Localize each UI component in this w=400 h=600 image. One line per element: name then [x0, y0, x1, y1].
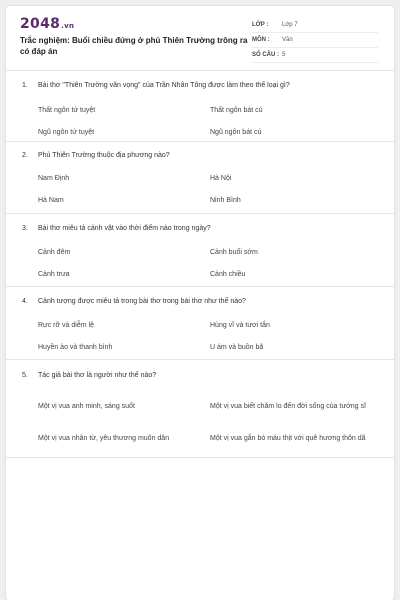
answer-option-d[interactable]: Cảnh chiều — [210, 271, 246, 278]
meta-value: 5 — [282, 52, 286, 58]
answer-option-c[interactable]: Ngũ ngôn tứ tuyệt — [38, 129, 95, 136]
meta-label: MÔN : — [252, 37, 270, 43]
answer-option-a[interactable]: Rực rỡ và diễm lệ — [38, 322, 94, 329]
answer-option-d[interactable]: Một vị vua gắn bó máu thịt với quê hương thôn dã — [210, 435, 366, 442]
worksheet-meta — [252, 18, 378, 63]
answer-option-b[interactable]: Hùng vĩ và tươi tắn — [210, 322, 270, 329]
meta-label: LỚP : — [252, 22, 269, 28]
question-text — [22, 214, 394, 242]
answer-option-b[interactable]: Thất ngôn bát cú — [210, 107, 263, 114]
answer-options — [22, 168, 394, 212]
meta-value: Lớp 7 — [282, 22, 298, 28]
answer-option-b[interactable]: Cảnh buổi sớm — [210, 249, 258, 256]
answer-option-d[interactable]: U ám và buồn bã — [210, 344, 264, 351]
answer-option-b[interactable]: Hà Nội — [210, 175, 232, 182]
question-prompt: Cảnh tượng được miêu tả trong bài thơ trong bài thơ như thế nào? — [38, 297, 246, 305]
question-number: 5. — [22, 371, 28, 379]
question-5 — [6, 360, 394, 458]
question-list — [6, 70, 394, 458]
worksheet-page — [6, 6, 394, 600]
worksheet-header — [6, 6, 394, 71]
answer-options — [22, 100, 394, 144]
answer-option-c[interactable]: Một vị vua nhân từ, yêu thương muôn dân — [38, 435, 170, 442]
question-prompt: Tác giả bài thơ là người như thế nào? — [38, 371, 157, 379]
answer-option-c[interactable]: Huyền ảo và thanh bình — [38, 344, 113, 351]
worksheet-title: Trắc nghiệm: Buổi chiều đứng ở phủ Thiên Trường trông ra có đáp án — [20, 36, 248, 56]
answer-option-a[interactable]: Một vị vua anh minh, sáng suốt — [38, 403, 135, 410]
question-3 — [6, 214, 394, 287]
answer-options — [22, 242, 394, 286]
question-number: 2. — [22, 151, 28, 159]
site-logo[interactable]: 2048.vn — [20, 16, 75, 32]
meta-row-class — [252, 18, 378, 33]
question-text — [22, 70, 394, 100]
answer-options — [22, 390, 394, 454]
meta-row-question-count — [252, 48, 378, 63]
question-number: 1. — [22, 81, 28, 89]
question-prompt: Bài thơ "Thiên Trường vãn vọng" của Trần Nhân Tông được làm theo thể loại gì? — [38, 81, 290, 89]
answer-option-c[interactable]: Hà Nam — [38, 197, 64, 204]
answer-option-a[interactable]: Cảnh đêm — [38, 249, 71, 256]
answer-option-c[interactable]: Cảnh trưa — [38, 271, 70, 278]
answer-option-a[interactable]: Thất ngôn tứ tuyệt — [38, 107, 96, 114]
question-text — [22, 287, 394, 315]
question-2 — [6, 142, 394, 214]
meta-row-subject — [252, 33, 378, 48]
answer-option-b[interactable]: Một vị vua biết chăm lo đến đời sống của tướng sĩ — [210, 403, 366, 410]
question-prompt: Phủ Thiên Trường thuộc địa phương nào? — [38, 151, 170, 159]
question-text — [22, 142, 394, 168]
answer-options — [22, 315, 394, 359]
question-text — [22, 360, 394, 390]
answer-option-d[interactable]: Ngũ ngôn bát cú — [210, 129, 262, 136]
meta-label: SỐ CÂU : — [252, 52, 279, 58]
answer-option-d[interactable]: Ninh Bình — [210, 197, 241, 204]
meta-value: Văn — [282, 37, 293, 43]
question-number: 4. — [22, 297, 28, 305]
question-4 — [6, 287, 394, 360]
question-number: 3. — [22, 224, 28, 232]
question-prompt: Bài thơ miêu tả cảnh vật vào thời điểm nào trong ngày? — [38, 224, 211, 232]
answer-option-a[interactable]: Nam Định — [38, 175, 70, 182]
question-1 — [6, 70, 394, 142]
